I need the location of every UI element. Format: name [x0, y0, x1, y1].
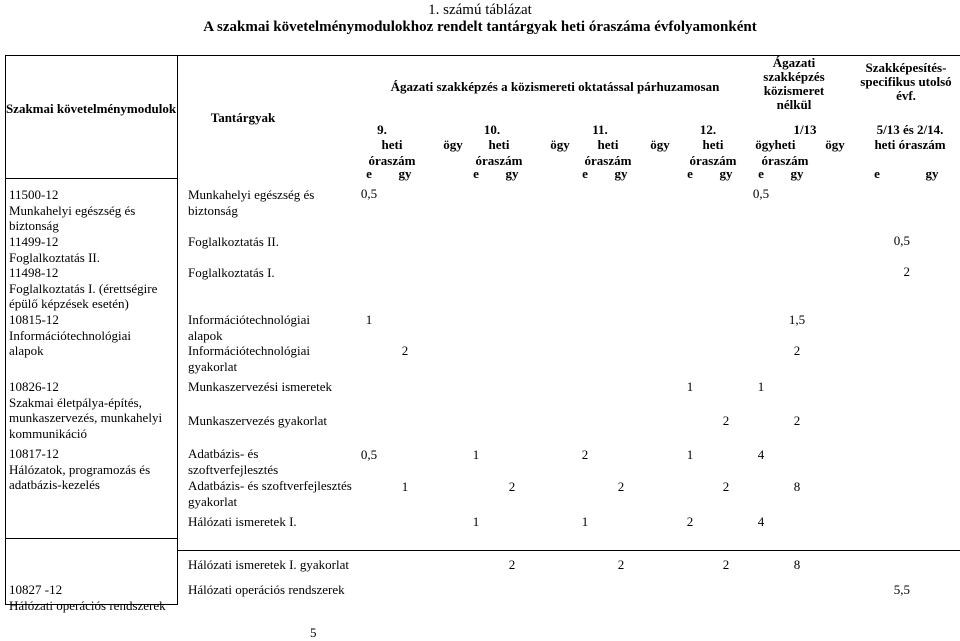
module-code: 10827 -12 — [9, 582, 63, 597]
hours-value: 2 — [722, 413, 730, 428]
ogy-9: ögy — [443, 137, 463, 152]
oraszam-label: óraszám — [761, 153, 809, 168]
ogy-11: ögy — [650, 137, 670, 152]
ogy-1-13: ögy — [825, 137, 845, 152]
module-name: Foglalkoztatás II. — [9, 249, 100, 265]
hours-value: 2 — [793, 413, 801, 428]
module-code: 11500-12 — [9, 187, 59, 202]
heti-oraszam-10 — [469, 137, 529, 169]
header-group-last: Szakképesítés-specifikus utolsó évf. — [860, 60, 952, 103]
module-name: Szakmai életpálya-építés, munkaszervezés, munkahelyi kommunikáció — [9, 394, 163, 441]
gy-label: gy — [790, 166, 804, 181]
hours-value: 2 — [508, 479, 516, 494]
row-divider — [5, 538, 178, 539]
module-name: Foglalkoztatás I. (érettségire épülő képzések esetén) — [9, 280, 158, 311]
module-code: 10826-12 — [9, 379, 59, 394]
hours-value: 0,5 — [893, 233, 910, 248]
heti-oraszam-last: heti óraszám — [874, 137, 946, 152]
e-label: e — [473, 166, 479, 181]
hours-value: 1,5 — [788, 312, 806, 327]
module-10827 — [9, 582, 179, 613]
module-code: 10815-12 — [9, 312, 59, 327]
gy-label: gy — [719, 166, 733, 181]
hours-value: 1 — [401, 479, 409, 494]
hours-value: 2 — [903, 264, 910, 279]
hours-value: 1 — [686, 447, 694, 462]
e-label: e — [874, 166, 880, 181]
year-1-13: 1/13 — [793, 122, 817, 137]
page-number: 5 — [310, 625, 317, 640]
heti-oraszam-9 — [362, 137, 422, 169]
page-title: A szakmai követelménymodulokhoz rendelt tantárgyak heti óraszáma évfolyamonként — [203, 19, 757, 35]
heti-label: heti — [597, 137, 619, 152]
oraszam-label: óraszám — [689, 153, 737, 168]
header-group-without: Ágazati szakképzés közismeret nélkül — [763, 55, 825, 112]
subject-name: Munkaszervezés gyakorlat — [188, 413, 327, 428]
module-11500 — [9, 187, 174, 234]
oraszam-label: óraszám — [368, 153, 416, 168]
module-code: 11498-12 — [9, 265, 59, 280]
hours-value: 2 — [722, 557, 730, 572]
subject-name: Hálózati ismeretek I. — [188, 514, 297, 529]
oraszam-label: óraszám — [475, 153, 523, 168]
oraszam-label: óraszám — [584, 153, 632, 168]
row-divider — [177, 550, 960, 551]
hours-value: 2 — [722, 479, 730, 494]
heti-label: heti — [381, 137, 403, 152]
module-name: Hálózati operációs rendszerek — [9, 597, 166, 613]
hours-value: 2 — [686, 514, 694, 529]
hours-value: 8 — [793, 557, 801, 572]
module-name: Hálózatok, programozás és adatbázis-kezelés — [9, 461, 151, 492]
hours-value: 0,5 — [360, 447, 378, 462]
hours-value: 4 — [757, 447, 765, 462]
hours-value: 1 — [757, 379, 765, 394]
header-group-parallel: Ágazati szakképzés a közismereti oktatással párhuzamosan — [390, 79, 720, 94]
hours-value: 1 — [365, 312, 373, 327]
hours-value: 0,5 — [752, 186, 770, 201]
module-name: Információtechnológiai alapok — [9, 327, 132, 358]
hours-value: 4 — [757, 514, 765, 529]
table-caption: 1. számú táblázat — [428, 2, 532, 18]
module-11498 — [9, 265, 174, 312]
hours-value: 1 — [686, 379, 694, 394]
heti-oraszam-12 — [683, 137, 743, 169]
hours-value: 0,5 — [360, 186, 378, 201]
year-9: 9. — [377, 122, 387, 137]
subject-name: Adatbázis- és szoftverfejlesztés gyakorlat — [188, 478, 352, 509]
hours-value: 2 — [581, 447, 589, 462]
year-10: 10. — [483, 122, 501, 137]
hours-value: 2 — [617, 557, 625, 572]
e-label: e — [582, 166, 588, 181]
year-5-13-2-14: 5/13 és 2/14. — [876, 122, 944, 137]
module-10817 — [9, 446, 177, 493]
module-code: 10817-12 — [9, 446, 59, 461]
year-11: 11. — [592, 122, 608, 137]
e-label: e — [366, 166, 372, 181]
subject-name: Hálózati ismeretek I. gyakorlat — [188, 557, 349, 572]
subject-name: Információtechnológiai gyakorlat — [188, 343, 311, 374]
header-modules: Szakmai követelménymodulok — [5, 101, 177, 116]
hours-value: 1 — [581, 514, 589, 529]
subject-name: Hálózati operációs rendszerek — [188, 582, 345, 597]
module-code: 11499-12 — [9, 234, 59, 249]
hours-value: 2 — [793, 343, 801, 358]
hours-value: 1 — [472, 447, 480, 462]
ogy-12: ögy — [755, 137, 775, 152]
heti-oraszam-1-13 — [755, 137, 815, 169]
subject-name: Munkahelyi egészség és biztonság — [188, 187, 315, 218]
hours-value: 2 — [508, 557, 516, 572]
subject-name: Foglalkoztatás II. — [188, 234, 279, 249]
e-label: e — [687, 166, 693, 181]
module-11499 — [9, 234, 174, 265]
heti-label: heti — [488, 137, 510, 152]
hours-value: 1 — [472, 514, 480, 529]
e-label: e — [758, 166, 764, 181]
module-10826 — [9, 379, 177, 441]
heti-oraszam-11 — [578, 137, 638, 169]
column-divider — [177, 55, 178, 605]
heti-label: heti — [702, 137, 724, 152]
hours-value: 5,5 — [893, 582, 910, 597]
subject-name: Információtechnológiai alapok — [188, 312, 311, 343]
gy-label: gy — [505, 166, 519, 181]
subject-name: Foglalkoztatás I. — [188, 265, 275, 280]
hours-value: 2 — [401, 343, 409, 358]
header-divider — [5, 178, 178, 179]
subject-name: Adatbázis- és szoftverfejlesztés — [188, 446, 279, 477]
hours-value: 8 — [793, 479, 801, 494]
module-name: Munkahelyi egészség és biztonság — [9, 202, 136, 233]
table-border-left — [5, 55, 6, 605]
subject-name: Munkaszervezési ismeretek — [188, 379, 333, 394]
hours-value: 2 — [617, 479, 625, 494]
gy-label: gy — [398, 166, 412, 181]
header-subjects: Tantárgyak — [210, 110, 276, 125]
gy-label: gy — [925, 166, 939, 181]
ogy-10: ögy — [550, 137, 570, 152]
gy-label: gy — [614, 166, 628, 181]
module-10815 — [9, 312, 159, 359]
year-12: 12. — [699, 122, 717, 137]
heti-label: heti — [774, 137, 796, 152]
